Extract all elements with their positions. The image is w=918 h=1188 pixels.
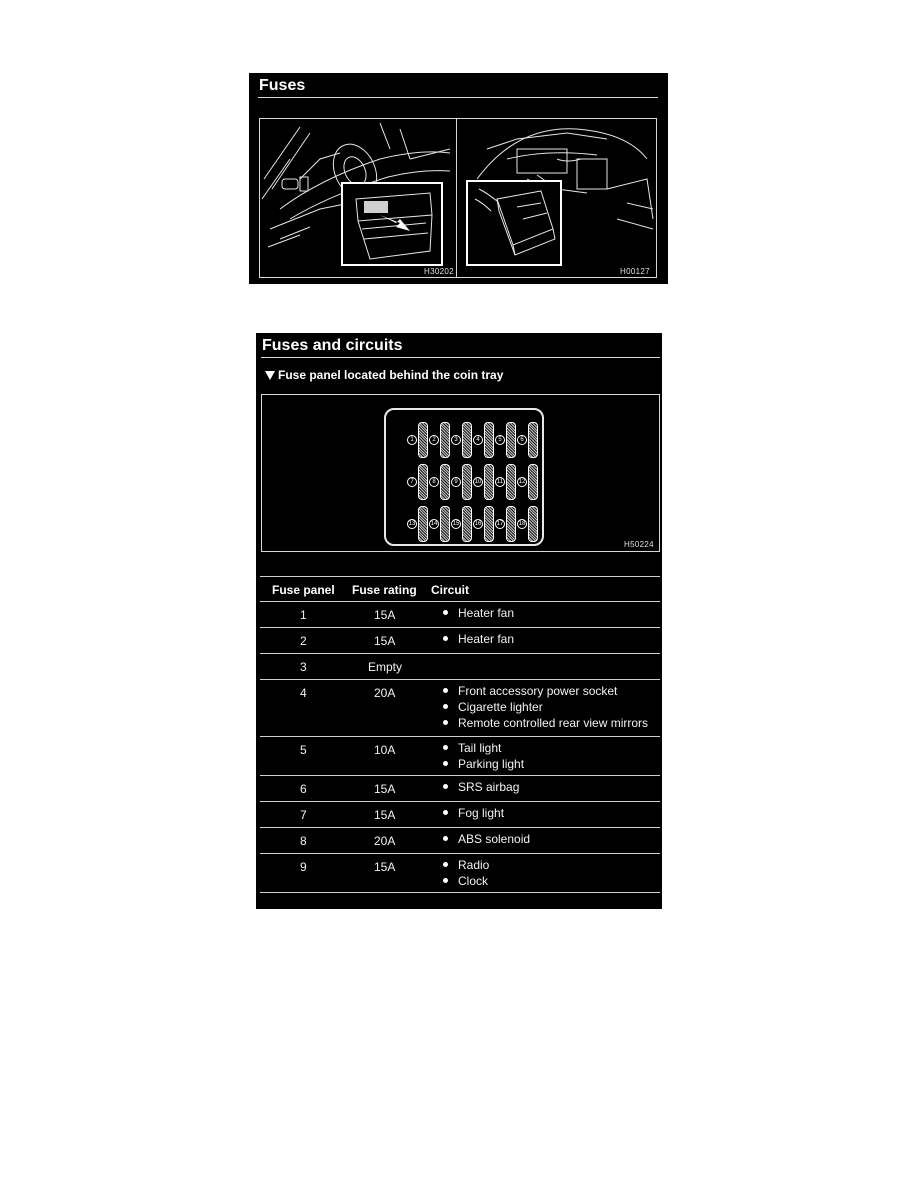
right-illustration-code: H00127 xyxy=(620,267,650,276)
bullet-icon xyxy=(443,745,448,750)
bullet-icon xyxy=(443,610,448,615)
bullet-icon xyxy=(443,836,448,841)
engine-bay-fusebox-illustration xyxy=(457,119,657,277)
fuse-slot-3 xyxy=(462,422,472,458)
fuse-rating: 15A xyxy=(374,782,396,796)
circuit-text: Parking light xyxy=(458,757,525,771)
circuit-item xyxy=(443,740,524,756)
fuse-slot-6 xyxy=(528,422,538,458)
bullet-icon xyxy=(443,704,448,709)
fuse-slot-4 xyxy=(484,422,494,458)
table-row-divider xyxy=(260,827,660,828)
circuit-item xyxy=(443,873,489,889)
bullet-icon xyxy=(443,720,448,725)
fuse-number-label: 17 xyxy=(496,521,504,527)
diagram-code: H50224 xyxy=(624,540,654,549)
fuses-location-figure xyxy=(249,73,668,284)
circuit-item xyxy=(443,857,489,873)
fuse-slot-18 xyxy=(528,506,538,542)
fuse-slot-8 xyxy=(440,464,450,500)
figure-title: Fuses and circuits xyxy=(262,337,403,354)
fuse-panel-number: 3 xyxy=(300,660,307,674)
fuse-number-label: 14 xyxy=(430,521,438,527)
fuse-rating: 15A xyxy=(374,608,396,622)
fuse-slot-14 xyxy=(440,506,450,542)
fuse-number-label: 12 xyxy=(518,479,526,485)
circuit-list xyxy=(443,779,519,795)
fuse-rating: 15A xyxy=(374,808,396,822)
fuse-panel-number: 5 xyxy=(300,743,307,757)
fuse-slot-12 xyxy=(528,464,538,500)
fuse-number-label: 15 xyxy=(452,521,460,527)
fuse-panel-diagram-frame xyxy=(261,394,660,552)
fuse-number-label: 18 xyxy=(518,521,526,527)
circuit-item xyxy=(443,805,504,821)
triangle-bullet-icon xyxy=(265,371,275,380)
fuse-slot-9 xyxy=(462,464,472,500)
fuse-slot-1 xyxy=(418,422,428,458)
circuit-text: Fog light xyxy=(458,806,505,820)
title-rule xyxy=(261,357,660,358)
circuit-item xyxy=(443,683,648,699)
fuse-number-label: 6 xyxy=(517,435,527,445)
circuit-text: Remote controlled rear view mirrors xyxy=(458,716,649,730)
circuit-text: SRS airbag xyxy=(458,780,520,794)
circuit-text: Heater fan xyxy=(458,632,515,646)
fuse-box-outline xyxy=(384,408,544,546)
fuse-slot-5 xyxy=(506,422,516,458)
table-row-divider xyxy=(260,653,660,654)
fuse-panel-number: 1 xyxy=(300,608,307,622)
fuse-slot-11 xyxy=(506,464,516,500)
fuse-rating: 20A xyxy=(374,686,396,700)
circuit-text: Clock xyxy=(458,874,489,888)
fuse-panel-number: 6 xyxy=(300,782,307,796)
fuse-number-label: 10 xyxy=(474,479,482,485)
table-row-divider xyxy=(260,736,660,737)
fuse-panel-number: 7 xyxy=(300,808,307,822)
left-illustration-code: H30202 xyxy=(424,267,454,276)
circuit-list xyxy=(443,683,648,731)
circuit-item xyxy=(443,605,514,621)
fuse-number-label: 5 xyxy=(495,435,505,445)
fuse-slot-2 xyxy=(440,422,450,458)
table-row-divider xyxy=(260,775,660,776)
fuse-slot-7 xyxy=(418,464,428,500)
fuses-and-circuits-figure xyxy=(256,333,662,909)
dashboard-coin-tray-illustration xyxy=(260,119,456,277)
fuse-number-label: 7 xyxy=(407,477,417,487)
fuse-rating: 10A xyxy=(374,743,396,757)
fuse-number-label: 3 xyxy=(451,435,461,445)
fuse-number-label: 4 xyxy=(473,435,483,445)
circuit-list xyxy=(443,631,514,647)
bullet-icon xyxy=(443,862,448,867)
fuse-number-label: 8 xyxy=(429,477,439,487)
bullet-icon xyxy=(443,878,448,883)
circuit-list xyxy=(443,740,524,772)
title-rule xyxy=(258,97,658,98)
table-bottom-rule xyxy=(260,892,660,893)
column-header-circuit: Circuit xyxy=(431,583,470,597)
fuse-number-label: 2 xyxy=(429,435,439,445)
fuse-rating: 15A xyxy=(374,634,396,648)
circuit-item xyxy=(443,831,530,847)
table-row-divider xyxy=(260,801,660,802)
bullet-icon xyxy=(443,784,448,789)
circuit-item xyxy=(443,715,648,731)
table-row-divider xyxy=(260,627,660,628)
fuse-panel-number: 8 xyxy=(300,834,307,848)
fuse-slot-10 xyxy=(484,464,494,500)
fuse-rating: Empty xyxy=(368,660,403,674)
circuit-text: Front accessory power socket xyxy=(458,684,618,698)
figure-title: Fuses xyxy=(259,77,306,94)
circuit-text: Radio xyxy=(458,858,490,872)
column-header-fuse-rating: Fuse rating xyxy=(352,583,417,597)
bullet-icon xyxy=(443,636,448,641)
bullet-icon xyxy=(443,810,448,815)
circuit-item xyxy=(443,756,524,772)
circuit-item xyxy=(443,779,519,795)
circuit-text: Tail light xyxy=(458,741,502,755)
fuse-number-label: 9 xyxy=(451,477,461,487)
fuse-slot-16 xyxy=(484,506,494,542)
location-illustration-frame xyxy=(259,118,657,278)
table-row-divider xyxy=(260,601,660,602)
circuit-list xyxy=(443,857,489,889)
circuit-list xyxy=(443,605,514,621)
circuit-text: Heater fan xyxy=(458,606,515,620)
column-header-fuse-panel: Fuse panel xyxy=(272,583,335,597)
fuse-rating: 20A xyxy=(374,834,396,848)
fuse-rating: 15A xyxy=(374,860,396,874)
circuit-item xyxy=(443,699,648,715)
circuit-text: Cigarette lighter xyxy=(458,700,543,714)
fuse-number-label: 13 xyxy=(408,521,416,527)
fuse-number-label: 1 xyxy=(407,435,417,445)
fuse-slot-17 xyxy=(506,506,516,542)
table-row-divider xyxy=(260,853,660,854)
circuit-list xyxy=(443,831,530,847)
table-row-divider xyxy=(260,679,660,680)
circuit-text: ABS solenoid xyxy=(458,832,531,846)
circuit-list xyxy=(443,805,504,821)
fuse-panel-number: 4 xyxy=(300,686,307,700)
fuse-number-label: 16 xyxy=(474,521,482,527)
fuse-slot-15 xyxy=(462,506,472,542)
bullet-icon xyxy=(443,761,448,766)
bullet-icon xyxy=(443,688,448,693)
fuse-panel-number: 9 xyxy=(300,860,307,874)
table-rule xyxy=(260,576,660,577)
fuse-panel-location-note: Fuse panel located behind the coin tray xyxy=(278,368,504,382)
fuse-panel-number: 2 xyxy=(300,634,307,648)
fuse-number-label: 11 xyxy=(496,479,504,485)
fuse-slot-13 xyxy=(418,506,428,542)
circuit-item xyxy=(443,631,514,647)
